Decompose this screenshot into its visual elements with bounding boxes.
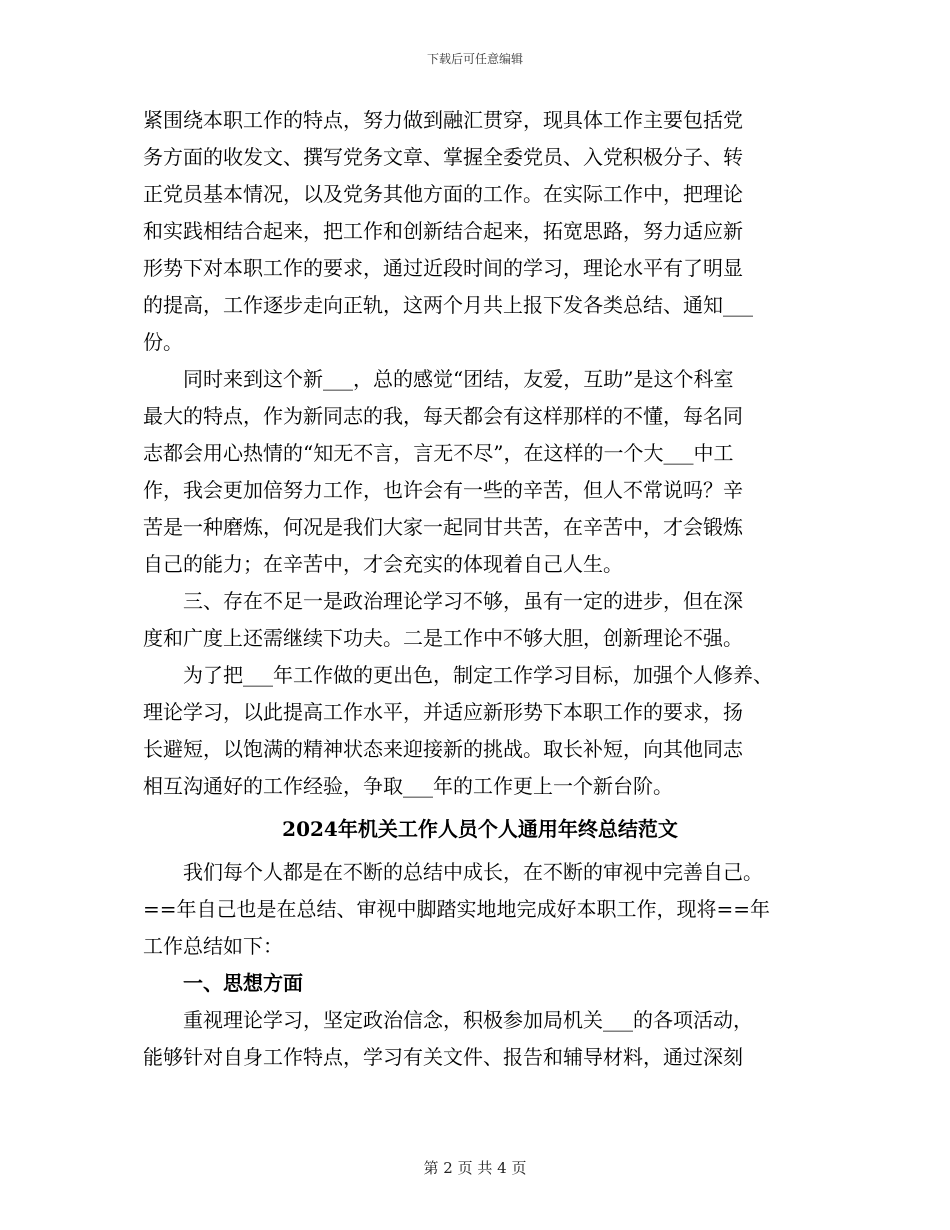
text-line: 长避短，以饱满的精神状态来迎接新的挑战。取长补短，向其他同志 [143,737,743,761]
page-footer: 第 2 页 共 4 页 [423,1159,527,1177]
text-line: 为了把___年工作做的更出色，制定工作学习目标，加强个人修养、 [143,663,773,687]
text-line: 苦是一种磨炼，何况是我们大家一起同甘共苦，在辛苦中，才会锻炼 [143,515,743,539]
text-line: 理论学习，以此提高工作水平，并适应新形势下本职工作的要求，扬 [143,700,743,724]
text-line: ==年自己也是在总结、审视中脚踏实地地完成好本职工作，现将==年 [143,897,771,921]
text-line: 相互沟通好的工作经验，争取___年的工作更上一个新台阶。 [143,774,673,798]
text-line: 的提高，工作逐步走向正轨，这两个月共上报下发各类总结、通知___ [143,293,753,317]
text-line: 我们每个人都是在不断的总结中成长，在不断的审视中完善自己。 [143,860,763,884]
text-line: 志都会用心热情的“知无不言，言无不尽”，在这样的一个大___中工 [143,441,734,465]
text-line: 最大的特点，作为新同志的我，每天都会有这样那样的不懂，每名同 [143,404,743,428]
text-line: 工作总结如下： [143,934,283,958]
text-line: 和实践相结合起来，把工作和创新结合起来，拓宽思路，努力适应新 [143,219,743,243]
text-line: 自己的能力；在辛苦中，才会充实的体现着自己人生。 [143,552,623,576]
text-line: 重视理论学习，坚定政治信念，积极参加局机关___的各项活动， [143,1008,753,1032]
text-line: 务方面的收发文、撰写党务文章、掌握全委党员、入党积极分子、转 [143,145,743,169]
text-line: 三、存在不足一是政治理论学习不够，虽有一定的进步，但在深 [143,589,743,613]
text-line: 同时来到这个新___，总的感觉“团结，友爱，互助”是这个科室 [143,367,734,391]
text-line: 紧围绕本职工作的特点，努力做到融汇贯穿，现具体工作主要包括党 [143,108,743,132]
section-title: 2024年机关工作人员个人通用年终总结范文 [282,817,678,841]
text-line: 份。 [143,330,183,354]
subheading: 一、思想方面 [143,971,303,995]
page-header: 下载后可任意编辑 [426,52,523,66]
document-body [143,102,817,1076]
text-line: 作，我会更加倍努力工作，也许会有一些的辛苦，但人不常说吗？辛 [143,478,743,502]
text-line: 能够针对自身工作特点，学习有关文件、报告和辅导材料，通过深刻 [143,1045,743,1069]
text-line: 形势下对本职工作的要求，通过近段时间的学习，理论水平有了明显 [143,256,743,280]
text-line: 正党员基本情况，以及党务其他方面的工作。在实际工作中，把理论 [143,182,743,206]
text-line: 度和广度上还需继续下功夫。二是工作中不够大胆，创新理论不强。 [143,626,743,650]
